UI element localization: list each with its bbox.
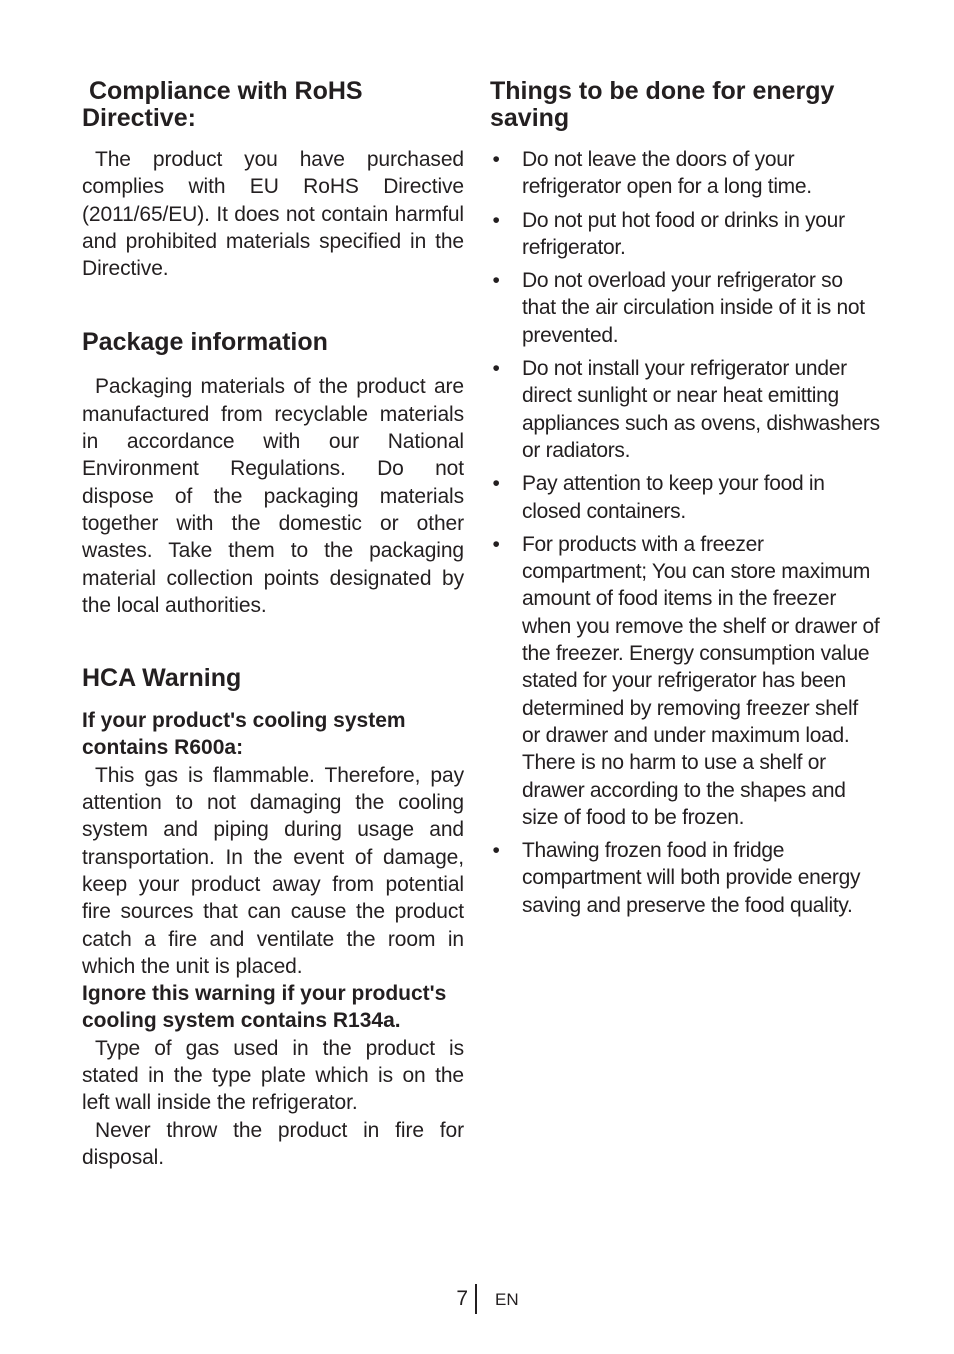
bullet-icon: • xyxy=(492,269,500,293)
list-item xyxy=(490,207,880,262)
list-item xyxy=(490,531,880,831)
list-item-text: Thawing frozen food in fridge compartment will both provide energy saving and preserve the food quality. xyxy=(522,839,861,917)
hca-r600a-subheading: If your product's cooling system contains R600a: xyxy=(82,709,406,760)
bullet-icon: • xyxy=(492,208,500,232)
rohs-paragraph: The product you have purchased complies with EU RoHS Directive (2011/65/EU). It does not contain harmful and prohibited materials specified in the Directive. xyxy=(82,148,464,281)
list-item-text: Do not leave the doors of your refrigerator open for a long time. xyxy=(522,148,812,199)
hca-gas-type-paragraph: Type of gas used in the product is stated in the type plate which is on the left wall inside the refrigerator. xyxy=(82,1036,464,1115)
list-item-text: For products with a freezer compartment; You can store maximum amount of food items in the freezer when you remove the shelf or drawer of the freezer. Energy consumption value stated for your refrigerator has been determined by removing freezer shelf or drawer and under maximum load. There is no harm to use a shelf or drawer according to the shapes and size of food to be frozen. xyxy=(522,532,880,829)
rohs-heading: Compliance with RoHS Directive: xyxy=(82,77,370,132)
hca-heading: HCA Warning xyxy=(82,664,242,693)
bullet-icon: • xyxy=(492,357,500,381)
package-heading: Package information xyxy=(82,328,328,357)
list-item xyxy=(490,146,880,201)
list-item xyxy=(490,267,880,349)
bullet-icon: • xyxy=(492,839,500,863)
list-item-text: Pay attention to keep your food in closed containers. xyxy=(522,472,825,523)
bullet-icon: • xyxy=(492,148,500,171)
footer-divider xyxy=(475,1284,477,1314)
list-item-text: Do not overload your refrigerator so that the air circulation inside of it is not prevented. xyxy=(522,269,865,347)
hca-r134a-subheading: Ignore this warning if your product's cooling system contains R134a. xyxy=(82,982,447,1033)
hca-disposal-paragraph: Never throw the product in fire for disposal. xyxy=(82,1118,464,1169)
language-code: EN xyxy=(495,1290,519,1309)
page-footer xyxy=(0,1284,954,1314)
bullet-icon: • xyxy=(492,472,500,496)
list-item xyxy=(490,837,880,919)
package-paragraph: Packaging materials of the product are manufactured from recyclable materials in accordance with our National Environment Regulations. Do not dispose of the packaging materials together with the domestic or other wastes. Take them to the packaging material collection points designated by the local authorities. xyxy=(82,375,464,617)
energy-saving-heading: Things to be done for energy saving xyxy=(490,77,835,132)
page-number: 7 xyxy=(456,1287,468,1310)
list-item-text: Do not put hot food or drinks in your refrigerator. xyxy=(522,208,845,259)
bullet-icon: • xyxy=(492,532,500,556)
energy-saving-list xyxy=(490,146,880,919)
list-item xyxy=(490,470,880,525)
hca-r600a-paragraph: This gas is flammable. Therefore, pay attention to not damaging the cooling system and piping during usage and transportation. In the event of damage, keep your product away from potential fire sources that can cause the product catch a fire and ventilate the room in which the unit is placed. xyxy=(82,763,464,978)
list-item xyxy=(490,355,880,464)
left-column xyxy=(82,76,464,1171)
list-item-text: Do not install your refrigerator under direct sunlight or near heat emitting appliances such as ovens, dishwashers or radiators. xyxy=(522,357,880,462)
right-column xyxy=(490,76,880,925)
